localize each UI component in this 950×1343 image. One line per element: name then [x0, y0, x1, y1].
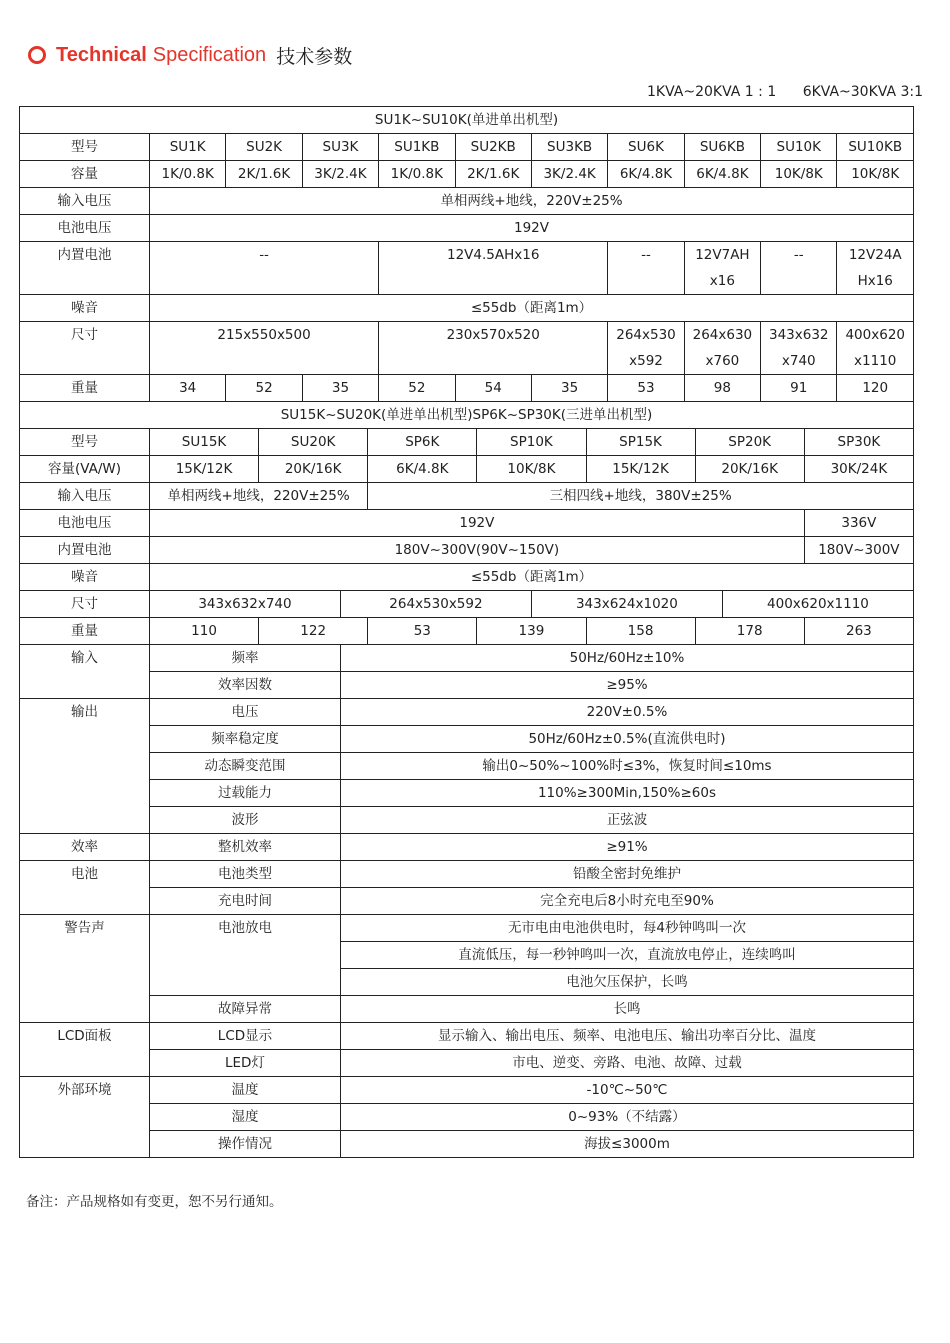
- row-label: 内置电池: [20, 537, 150, 564]
- size-cell: [379, 322, 608, 375]
- group-label: LCD面板: [20, 1023, 150, 1077]
- spec-row: [20, 834, 914, 861]
- capacity-cell: 20K/16K: [259, 456, 368, 483]
- model-cell: SP6K: [368, 429, 477, 456]
- cell-line: 343x632: [769, 327, 829, 343]
- row-label: 型号: [20, 429, 150, 456]
- weight-cell: 53: [608, 375, 684, 402]
- title-rest: Specification: [152, 43, 267, 66]
- footnote: 备注：产品规格如有变更，恕不另行通知。: [26, 1194, 283, 1210]
- item-cell: 电压: [150, 699, 341, 726]
- item-cell: 充电时间: [150, 888, 341, 915]
- cell-line: 215x550x500: [217, 327, 311, 343]
- cell-line: 12V24A: [848, 247, 902, 263]
- spec-row: [20, 1131, 914, 1158]
- value-cell: 长鸣: [340, 996, 913, 1023]
- spec-row: [20, 996, 914, 1023]
- capacity-cell: 15K/12K: [586, 456, 695, 483]
- section1-title-row: [20, 107, 914, 134]
- spec-row: [20, 807, 914, 834]
- value-cell: ≤55db（距离1m）: [150, 295, 914, 322]
- weight-cell: 263: [804, 618, 913, 645]
- row-label: 重量: [20, 375, 150, 402]
- cell-line: x760: [705, 353, 740, 369]
- capacity-cell: 15K/12K: [150, 456, 259, 483]
- row-label: 型号: [20, 134, 150, 161]
- section2-input-row: [20, 483, 914, 510]
- value-cell: 输出0~50%~100%时≤3%，恢复时间≤10ms: [340, 753, 913, 780]
- weight-cell: 122: [259, 618, 368, 645]
- value-cell: 110%≥300Min,150%≥60s: [340, 780, 913, 807]
- value-cell: 50Hz/60Hz±0.5%(直流供电时): [340, 726, 913, 753]
- spec-row: [20, 645, 914, 672]
- battery-cell: [379, 242, 608, 295]
- value-cell: 单相两线+地线，220V±25%: [150, 483, 368, 510]
- cell-line: --: [641, 247, 651, 263]
- weight-cell: 178: [695, 618, 804, 645]
- model-cell: SU20K: [259, 429, 368, 456]
- section1-capacity-row: [20, 161, 914, 188]
- value-cell: 单相两线+地线，220V±25%: [150, 188, 914, 215]
- spec-row: [20, 672, 914, 699]
- value-cell: 180V~300V: [804, 537, 913, 564]
- value-cell: ≥91%: [340, 834, 913, 861]
- value-cell: ≤55db（距离1m）: [150, 564, 914, 591]
- spec-row: [20, 888, 914, 915]
- cell-line: Hx16: [857, 273, 893, 289]
- value-cell: 无市电由电池供电时，每4秒钟鸣叫一次: [340, 915, 913, 942]
- row-label: 噪音: [20, 295, 150, 322]
- section1-input-row: [20, 188, 914, 215]
- size-cell: 343x632x740: [150, 591, 341, 618]
- value-cell: 192V: [150, 215, 914, 242]
- ratio-right: 6KVA~30KVA 3:1: [802, 84, 923, 100]
- section2-title-row: [20, 402, 914, 429]
- cell-line: 230x570x520: [446, 327, 540, 343]
- size-cell: [150, 322, 379, 375]
- cell-line: 264x530: [616, 327, 676, 343]
- capacity-cell: 2K/1.6K: [455, 161, 531, 188]
- size-cell: [837, 322, 914, 375]
- cell-line: 内置电池: [57, 247, 112, 263]
- section2-capacity-row: [20, 456, 914, 483]
- capacity-cell: 6K/4.8K: [368, 456, 477, 483]
- size-cell: [608, 322, 684, 375]
- weight-cell: 120: [837, 375, 914, 402]
- cell-line: 尺寸: [71, 327, 98, 343]
- row-label: 重量: [20, 618, 150, 645]
- model-cell: SU3K: [302, 134, 378, 161]
- item-cell: 温度: [150, 1077, 341, 1104]
- section2-builtin-battery-row: [20, 537, 914, 564]
- battery-cell: [684, 242, 760, 295]
- group-label: 外部环境: [20, 1077, 150, 1158]
- capacity-cell: 10K/8K: [761, 161, 837, 188]
- item-cell: 频率稳定度: [150, 726, 341, 753]
- value-cell: 220V±0.5%: [340, 699, 913, 726]
- section1-noise-row: [20, 295, 914, 322]
- value-cell: 正弦波: [340, 807, 913, 834]
- title-bold: Technical: [56, 43, 147, 66]
- row-label: 噪音: [20, 564, 150, 591]
- battery-cell: [761, 242, 837, 295]
- item-cell: 过载能力: [150, 780, 341, 807]
- size-cell: 343x624x1020: [531, 591, 722, 618]
- weight-cell: 52: [226, 375, 302, 402]
- row-label: 容量(VA/W): [20, 456, 150, 483]
- size-cell: [684, 322, 760, 375]
- weight-cell: 91: [761, 375, 837, 402]
- value-cell: 336V: [804, 510, 913, 537]
- spec-row: [20, 1023, 914, 1050]
- group-label: 效率: [20, 834, 150, 861]
- size-cell: 400x620x1110: [722, 591, 913, 618]
- capacity-cell: 30K/24K: [804, 456, 913, 483]
- value-cell: 铅酸全密封免维护: [340, 861, 913, 888]
- spec-row: [20, 753, 914, 780]
- item-cell: 频率: [150, 645, 341, 672]
- row-label: 输入电压: [20, 188, 150, 215]
- capacity-cell: 6K/4.8K: [684, 161, 760, 188]
- model-cell: SU10KB: [837, 134, 914, 161]
- battery-cell: [608, 242, 684, 295]
- section1-battery-voltage-row: [20, 215, 914, 242]
- row-label: 尺寸: [20, 591, 150, 618]
- row-label: 电池电压: [20, 510, 150, 537]
- battery-cell: [150, 242, 379, 295]
- model-cell: SU15K: [150, 429, 259, 456]
- item-cell: 操作情况: [150, 1131, 341, 1158]
- weight-cell: 35: [531, 375, 607, 402]
- section1-weight-row: [20, 375, 914, 402]
- capacity-cell: 3K/2.4K: [531, 161, 607, 188]
- value-cell: 三相四线+地线，380V±25%: [368, 483, 914, 510]
- group-label: 电池: [20, 861, 150, 915]
- section1-size-row: [20, 322, 914, 375]
- model-cell: SU10K: [761, 134, 837, 161]
- model-cell: SP10K: [477, 429, 586, 456]
- cell-line: 400x620: [845, 327, 905, 343]
- spec-row: [20, 699, 914, 726]
- row-label: 输入电压: [20, 483, 150, 510]
- ratio-left: 1KVA~20KVA 1 : 1: [647, 84, 777, 100]
- section1-builtin-battery-row: [20, 242, 914, 295]
- item-cell: 整机效率: [150, 834, 341, 861]
- capacity-cell: 1K/0.8K: [379, 161, 455, 188]
- model-cell: SU2K: [226, 134, 302, 161]
- title-cn: 技术参数: [276, 45, 353, 68]
- weight-cell: 158: [586, 618, 695, 645]
- weight-cell: 35: [302, 375, 378, 402]
- capacity-cell: 1K/0.8K: [150, 161, 226, 188]
- model-cell: SP15K: [586, 429, 695, 456]
- battery-cell: [837, 242, 914, 295]
- group-label: 警告声: [20, 915, 150, 1023]
- model-cell: SU1K: [150, 134, 226, 161]
- weight-cell: 53: [368, 618, 477, 645]
- cell-line: --: [259, 247, 269, 263]
- item-cell: 电池放电: [150, 915, 341, 996]
- item-cell: 动态瞬变范围: [150, 753, 341, 780]
- weight-cell: 34: [150, 375, 226, 402]
- spec-row: [20, 915, 914, 942]
- section1-model-row: [20, 134, 914, 161]
- model-cell: SP30K: [804, 429, 913, 456]
- value-cell: -10℃~50℃: [340, 1077, 913, 1104]
- value-cell: 电池欠压保护，长鸣: [340, 969, 913, 996]
- page-header: [28, 38, 352, 72]
- spec-row: [20, 1104, 914, 1131]
- capacity-cell: 2K/1.6K: [226, 161, 302, 188]
- cell-line: x1110: [854, 353, 897, 369]
- capacity-cell: 6K/4.8K: [608, 161, 684, 188]
- value-cell: ≥95%: [340, 672, 913, 699]
- row-label: 电池电压: [20, 215, 150, 242]
- model-cell: SU6KB: [684, 134, 760, 161]
- section2-title: SU15K~SU20K(单进单出机型)SP6K~SP30K(三进单出机型): [20, 402, 914, 429]
- item-cell: 波形: [150, 807, 341, 834]
- circle-bullet-icon: [28, 46, 46, 64]
- item-cell: 效率因数: [150, 672, 341, 699]
- row-label: [20, 242, 150, 295]
- value-cell: 50Hz/60Hz±10%: [340, 645, 913, 672]
- value-cell: 192V: [150, 510, 805, 537]
- model-cell: SU3KB: [531, 134, 607, 161]
- cell-line: x16: [709, 273, 735, 289]
- item-cell: 故障异常: [150, 996, 341, 1023]
- weight-cell: 52: [379, 375, 455, 402]
- section2-size-row: [20, 591, 914, 618]
- cell-line: x592: [629, 353, 663, 369]
- model-cell: SU1KB: [379, 134, 455, 161]
- row-label: 容量: [20, 161, 150, 188]
- value-cell: 显示输入、输出电压、频率、电池电压、输出功率百分比、温度: [340, 1023, 913, 1050]
- weight-cell: 54: [455, 375, 531, 402]
- value-cell: 海拔≤3000m: [340, 1131, 913, 1158]
- item-cell: 湿度: [150, 1104, 341, 1131]
- weight-cell: 139: [477, 618, 586, 645]
- weight-cell: 110: [150, 618, 259, 645]
- value-cell: 直流低压，每一秒钟鸣叫一次，直流放电停止，连续鸣叫: [340, 942, 913, 969]
- item-cell: LED灯: [150, 1050, 341, 1077]
- ratio-note: [647, 84, 923, 100]
- capacity-cell: 20K/16K: [695, 456, 804, 483]
- capacity-cell: 10K/8K: [837, 161, 914, 188]
- section2-noise-row: [20, 564, 914, 591]
- value-cell: 市电、逆变、旁路、电池、故障、过载: [340, 1050, 913, 1077]
- group-label: 输入: [20, 645, 150, 699]
- weight-cell: 98: [684, 375, 760, 402]
- model-cell: SP20K: [695, 429, 804, 456]
- size-cell: [761, 322, 837, 375]
- cell-line: 12V4.5AHx16: [447, 247, 540, 263]
- item-cell: 电池类型: [150, 861, 341, 888]
- spec-row: [20, 726, 914, 753]
- section2-weight-row: [20, 618, 914, 645]
- spec-row: [20, 1077, 914, 1104]
- spec-row: [20, 780, 914, 807]
- value-cell: 0~93%（不结露）: [340, 1104, 913, 1131]
- spec-table: [19, 106, 914, 1158]
- group-label: 输出: [20, 699, 150, 834]
- cell-line: 264x630: [692, 327, 753, 343]
- row-label: [20, 322, 150, 375]
- section2-model-row: [20, 429, 914, 456]
- capacity-cell: 3K/2.4K: [302, 161, 378, 188]
- cell-line: x740: [781, 353, 816, 369]
- model-cell: SU6K: [608, 134, 684, 161]
- section1-title: SU1K~SU10K(单进单出机型): [20, 107, 914, 134]
- section2-battery-voltage-row: [20, 510, 914, 537]
- spec-row: [20, 1050, 914, 1077]
- value-cell: 完全充电后8小时充电至90%: [340, 888, 913, 915]
- value-cell: 180V~300V(90V~150V): [150, 537, 805, 564]
- size-cell: 264x530x592: [340, 591, 531, 618]
- model-cell: SU2KB: [455, 134, 531, 161]
- cell-line: 12V7AH: [695, 247, 750, 263]
- cell-line: --: [793, 247, 804, 263]
- spec-row: [20, 861, 914, 888]
- capacity-cell: 10K/8K: [477, 456, 586, 483]
- item-cell: LCD显示: [150, 1023, 341, 1050]
